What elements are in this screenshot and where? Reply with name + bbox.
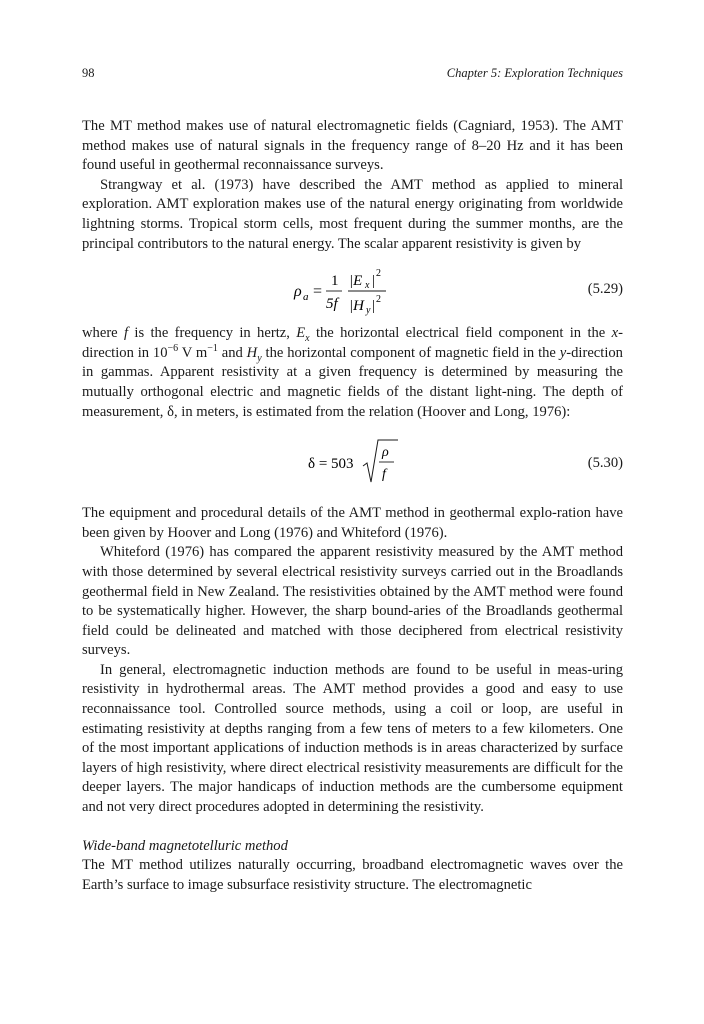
eq2-lhs: δ = 503 [308, 456, 354, 473]
eq2-f: f [382, 467, 386, 483]
eq1-rho-sub: a [303, 291, 309, 304]
paragraph-mt-intro: The MT method makes use of natural electromagnetic fields (Cagniard, 1953). The AMT method makes use of natural signals in the frequency range of 8–20 Hz and it has been found useful in geothermal reconnaissance surveys. [82, 118, 623, 174]
running-header [82, 66, 623, 84]
eq1-equals: = [313, 283, 323, 301]
eq1-hy-close: | [372, 298, 376, 315]
equation-5-29 [82, 260, 623, 320]
eq1-numerator-one: 1 [331, 273, 339, 290]
eq1-rho: ρ [294, 283, 302, 301]
eq1-ex: |E [349, 273, 363, 290]
paragraph-wideband-mt: The MT method utilizes naturally occurring, broadband electromagnetic waves over the Earth’s surface to image subsurface resistivity structure. The electromagnetic [82, 857, 623, 893]
page-number: 98 [82, 66, 95, 80]
eq1-hy-sub: y [366, 305, 371, 317]
eq1-ex-squared: 2 [376, 268, 381, 280]
equation-5-30-svg [308, 432, 408, 496]
equation-number-5-29: (5.29) [587, 281, 623, 298]
equation-number-5-30: (5.30) [587, 455, 623, 472]
equation-5-30-math [308, 432, 408, 496]
eq1-hy: |H [349, 298, 364, 315]
body-text [82, 117, 623, 895]
equation-5-29-math [294, 260, 414, 320]
eq2-radical [363, 440, 398, 482]
eq1-denominator-5f: 5f [326, 296, 338, 313]
eq1-ex-close: | [372, 273, 376, 290]
paragraph-amt-description: Strangway et al. (1973) have described the AMT method as applied to mineral exploration. AMT exploration makes use of the natural energy originating from worldwide lightning storms. Tropical storm cells, most frequent during the summer months, are the principal contributors to the natural energy. The scalar apparent resistivity is given by [82, 176, 623, 252]
eq1-hy-squared: 2 [376, 294, 381, 306]
document-page [82, 0, 623, 1024]
paragraph-equipment: The equipment and procedural details of the AMT method in geothermal explo-ration have been given by Hoover and Long (1976) and Whiteford (1976). [82, 505, 623, 541]
paragraph-induction-methods: In general, electromagnetic induction methods are found to be useful in meas-uring resistivity in hydrothermal areas. The AMT method provides a good and easy to use reconnaissance tool. Controlled source methods, using a coil or loop, are useful in estimating resistivity at depths ranging from a few tens of meters to a few kilometers. One of the most important applications of induction methods is in areas characterized by surface layers of high resistivity, where direct electrical resistivity measurements are difficult for the deeper layers. The major handicaps of induction methods are the cumbersome equipment and not very direct procedures adopted in determining the resistivity. [82, 661, 623, 816]
eq2-rho: ρ [382, 445, 389, 461]
chapter-title: Chapter 5: Exploration Techniques [446, 66, 623, 80]
eq1-ex-sub: x [365, 280, 370, 292]
equation-5-29-svg [294, 260, 414, 320]
equation-5-30 [82, 432, 623, 496]
section-subheading: Wide-band magnetotelluric method [82, 837, 288, 854]
paragraph-symbol-definitions: where f is the frequency in hertz, $E_x$ the horizontal electrical field component in the x-direction in $10^{-6}$ V $m^{-1}$ and $H_y$ the horizontal component of magnetic field in the y-direction in gammas. Apparent resistivity at a given frequency is determined by measuring the mutually orthogonal electric and magnetic fields of the distant light-ning. The depth of measurement, δ, in meters, is estimated from the relation (Hoover and Long, 1976): [82, 325, 623, 420]
paragraph-whiteford: Whiteford (1976) has compared the apparent resistivity measured by the AMT method with those determined by several electrical resistivity surveys carried out in the Broadlands geothermal field in New Zealand. The resistivities obtained by the AMT method were found to be systematically higher. However, the sharp bound-aries of the Broadlands geothermal field could be delineated and matched with those deciphered from electrical resistivity surveys. [82, 544, 623, 659]
